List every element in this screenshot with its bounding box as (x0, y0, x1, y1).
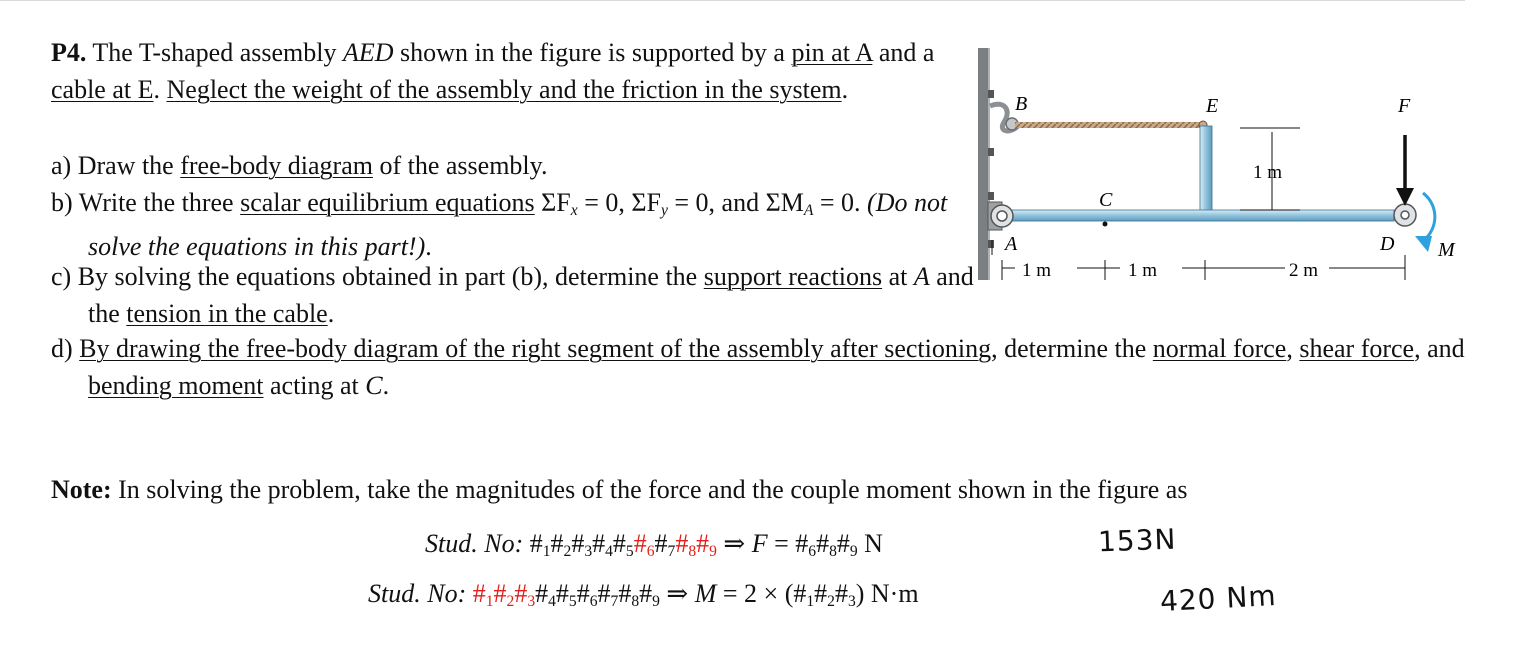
force-symbol: F (751, 529, 768, 558)
fbd-phrase: free-body diagram (180, 151, 373, 180)
digit-index: 3 (527, 592, 536, 610)
note-text: In solving the problem, take the magnitudes of the force and the couple moment shown in the figure as (111, 475, 1188, 504)
text-span: . (153, 74, 167, 104)
part-marker: b) (51, 188, 73, 217)
label-c: C (1099, 189, 1113, 211)
subscript: y (660, 201, 668, 219)
label-m: M (1438, 239, 1455, 261)
digit-index: 8 (829, 542, 837, 560)
unit: N (857, 529, 883, 558)
moment-m-arrow (1415, 193, 1435, 252)
cable-bracket-b (990, 104, 1018, 131)
text-span: and the (88, 262, 974, 328)
digit-index: 8 (631, 592, 640, 610)
text-span: By solving the equations obtained in part (b), determine the (71, 262, 704, 291)
text-span: acting at (263, 370, 366, 400)
label-a: A (1005, 233, 1018, 255)
digit-index: 3 (847, 592, 856, 610)
end-d-joint (1394, 204, 1416, 226)
part-b (51, 185, 978, 266)
part-marker: d) (51, 334, 73, 363)
part-marker: c) (51, 262, 72, 291)
text-span: . (425, 232, 432, 262)
text-span: , and (1414, 334, 1465, 363)
math-span: ΣF (534, 188, 571, 217)
digit-index: 2 (827, 592, 835, 610)
digit-index: 2 (506, 592, 515, 610)
part-d (51, 331, 1528, 404)
dim-1m-first: 1 m (1022, 260, 1052, 281)
normal-force-phrase: normal force (1152, 334, 1287, 363)
vertical-post (1200, 126, 1212, 218)
pin-support-phrase: pin at A (791, 38, 873, 67)
handwritten-moment-answer: 420 Nm (1159, 578, 1278, 619)
digit-index: 7 (667, 542, 676, 560)
digit-index: 1 (806, 592, 815, 610)
section-phrase: By drawing the free-body diagram of the right segment of the assembly after sectioning (79, 334, 992, 363)
subscript: x (570, 201, 578, 219)
digit-index: 6 (646, 542, 655, 560)
math-span: = 0, ΣF (577, 188, 661, 217)
digit-index: 9 (709, 542, 717, 560)
digit-index: 3 (584, 542, 593, 560)
equation-force: Stud. No: $\#_1\#_2\#_3\#_4\#_5\#_6\#_7\#_8\#_9$ ⇒ $F = \#_6\#_8\#_9$ N (425, 529, 883, 560)
dim-2m: 2 m (1289, 260, 1319, 281)
math-span: = 2 × (# (716, 579, 807, 608)
neglect-phrase: Neglect the weight of the assembly and the friction in the system (166, 74, 842, 104)
digit-index: 8 (688, 542, 697, 560)
implies-arrow: ⇒ (716, 529, 752, 558)
point-c-marker (1103, 222, 1108, 227)
unit: ) N·m (855, 579, 919, 608)
problem-label: P4. (51, 38, 87, 67)
assembly-figure (960, 40, 1485, 300)
top-rule (0, 0, 1465, 1)
math-span: = # (767, 529, 809, 558)
label-d: D (1380, 233, 1395, 255)
label-e: E (1206, 95, 1219, 117)
stud-no-label: Stud. No: (368, 579, 473, 608)
text-span: Draw the (71, 151, 181, 180)
label-f: F (1398, 95, 1411, 117)
text-span: of the assembly. (372, 151, 548, 180)
digit-index: 5 (625, 542, 634, 560)
text-span: . (382, 370, 390, 400)
digit-index: 1 (542, 542, 551, 560)
digit-index: 1 (485, 592, 494, 610)
cable (1015, 122, 1201, 128)
subscript: A (803, 201, 814, 219)
part-c (51, 259, 978, 332)
math-span: = 0. (813, 188, 868, 217)
force-f-arrow (1396, 135, 1414, 206)
point-label: A (913, 262, 930, 291)
part-marker: a) (51, 151, 72, 180)
pin-support-a (988, 202, 1013, 230)
do-not-solve-note: (Do not solve the equations in this part!) (88, 188, 948, 262)
stud-no-label: Stud. No: (425, 529, 530, 558)
text-span: . (327, 298, 335, 328)
handwritten-force-answer: 153N (1097, 522, 1177, 559)
equations-phrase: scalar equilibrium equations (240, 188, 535, 217)
digit-index: 5 (568, 592, 577, 610)
text-span: Write the three (72, 188, 241, 217)
math-span: = 0, and ΣM (667, 188, 804, 217)
digit-index: 6 (808, 542, 817, 560)
dim-1m-second: 1 m (1128, 260, 1158, 281)
digit-index: 4 (605, 542, 613, 560)
text-span: , (1286, 334, 1300, 363)
note (51, 472, 1491, 509)
reactions-phrase: support reactions (703, 262, 883, 291)
text-span: shown in the figure is supported by a (393, 38, 792, 67)
dim-height: 1 m (1253, 162, 1283, 183)
cable-phrase: cable at E (51, 74, 154, 104)
horizontal-rod (1002, 210, 1394, 221)
moment-symbol: M (694, 579, 717, 608)
tension-phrase: tension in the cable (126, 298, 328, 328)
text-span: . (841, 74, 849, 104)
text-span: at (882, 262, 914, 291)
point-label: C (365, 370, 383, 400)
shear-force-phrase: shear force (1299, 334, 1415, 363)
implies-arrow: ⇒ (659, 579, 695, 608)
equation-moment: Stud. No: $\#_1\#_2\#_3\#_4\#_5\#_6\#_7\#_8\#_9$ ⇒ $M = 2 \times (\#_1\#_2\#_3)$ N·m (368, 579, 919, 610)
part-a (51, 148, 978, 185)
problem-statement (51, 35, 941, 108)
digit-index: 9 (652, 592, 660, 610)
text-span: and a (872, 38, 935, 67)
text-span: The T-shaped assembly (86, 38, 343, 67)
label-b: B (1015, 93, 1028, 115)
note-label: Note: (51, 475, 112, 504)
digit-index: 4 (548, 592, 556, 610)
assembly-name: AED (343, 38, 394, 67)
text-span: , determine the (991, 334, 1153, 363)
digit-index: 2 (563, 542, 572, 560)
digit-index: 9 (849, 542, 858, 560)
bending-moment-phrase: bending moment (88, 370, 264, 400)
digit-index: 7 (610, 592, 619, 610)
digit-index: 6 (589, 592, 598, 610)
